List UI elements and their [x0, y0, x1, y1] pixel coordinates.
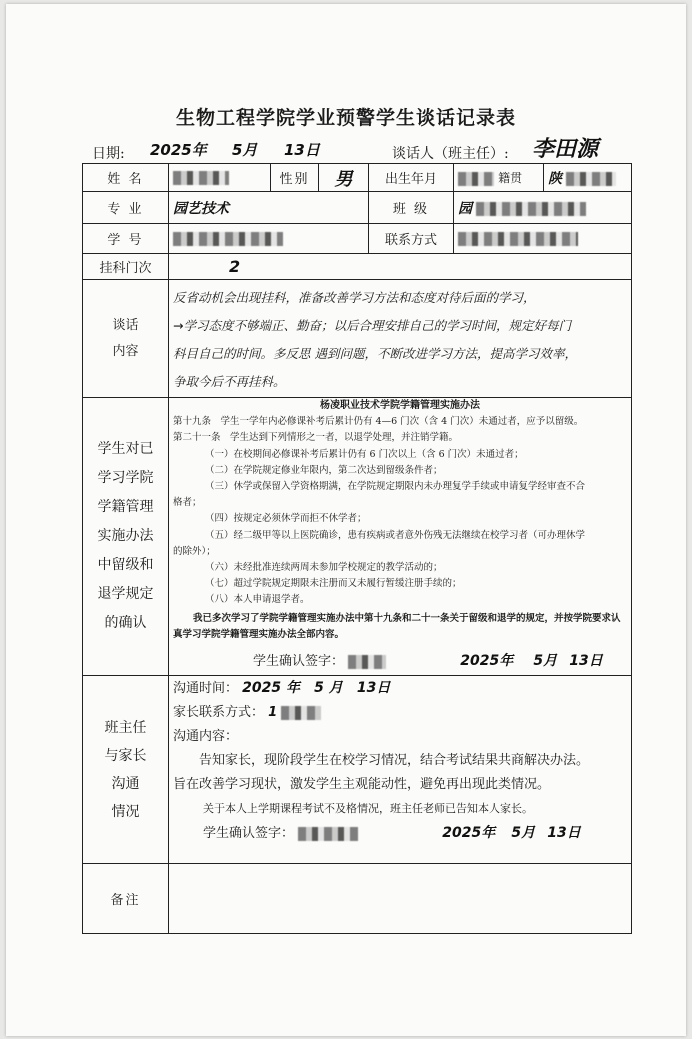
- class-value: 园: [458, 200, 472, 217]
- redacted-student-id: [173, 232, 283, 246]
- rule-item: （三）休学或保留入学资格期满，在学院规定期限内未办理复学手续或申请复学经审查不合: [205, 481, 586, 493]
- remarks-value: [169, 864, 632, 934]
- origin-value-cell: [544, 164, 632, 192]
- birth-value: [454, 164, 544, 192]
- comm-time-year: 2025 年: [242, 680, 300, 696]
- rule-article-21: 第二十一条 学生达到下列情形之一者，以退学处理，并注销学籍。: [173, 432, 459, 444]
- name-label: 姓 名: [83, 164, 169, 192]
- comm-sign-year: 2025年: [442, 825, 496, 841]
- rule-article-19: 第十九条 学生一学年内必修课补考后累计仍有 4—6 门次（含 4 门次）未通过者，应予以留级。: [173, 416, 584, 428]
- rules-label-line: 学习学院: [97, 470, 154, 486]
- rule-item: 的除外）；: [173, 545, 216, 557]
- comm-label-line: 沟通: [111, 775, 140, 792]
- comm-sign-label: 学生确认签字：: [203, 826, 295, 841]
- comm-label: [83, 676, 169, 864]
- comm-label-line: 班主任: [104, 719, 147, 736]
- talk-label-line: 谈话: [112, 317, 139, 333]
- gender-value: 男: [319, 164, 369, 192]
- contact-label: 联系方式: [369, 224, 454, 254]
- comm-content-label: 沟通内容：: [173, 729, 239, 744]
- comm-paragraph: 旨在改善学习现状，激发学生主观能动性，避免再出现此类情况。: [173, 777, 551, 792]
- rules-confirm-statement: 我已多次学习了学院学籍管理实施办法中第十九条和二十一条关于留级和退学的规定，并按学院要求认真学习学院学籍管理实施办法全部内容。: [173, 612, 621, 640]
- talk-content: [169, 280, 632, 398]
- comm-time-day: 13日: [356, 680, 391, 696]
- major-value: 园艺技术: [169, 192, 369, 224]
- record-form-table: [82, 163, 632, 934]
- comm-content: [169, 676, 632, 864]
- redacted-parent-contact: [281, 706, 321, 720]
- failed-courses-value: 2: [169, 254, 632, 280]
- rules-confirm-label: [83, 398, 169, 676]
- rules-content: [169, 398, 632, 676]
- talk-line: 反省动机会出现挂科，准备改善学习方法和态度对待后面的学习，: [173, 290, 536, 305]
- rules-sign-line: [173, 653, 627, 670]
- rules-label-line: 实施办法: [97, 528, 154, 544]
- date-year: 2025年: [150, 141, 207, 159]
- failed-courses-label: 挂科门次: [83, 254, 169, 280]
- rule-item: （六）未经批准连续两周未参加学校规定的教学活动的；: [205, 562, 443, 574]
- name-value: [169, 164, 271, 192]
- page-title: 生物工程学院学业预警学生谈话记录表: [175, 107, 516, 129]
- rules-sign-month: 5月: [533, 653, 558, 670]
- rules-label-line: 学籍管理: [97, 499, 154, 515]
- rule-item: （四）按规定必须休学而拒不休学者；: [205, 513, 367, 525]
- talk-line: 科目自己的时间。多反思 遇到问题，不断改进学习方法，提高学习效率，: [173, 346, 577, 361]
- rules-sign-day: 13日: [569, 653, 603, 670]
- comm-sign-day: 13日: [547, 825, 581, 841]
- comm-sign-line: [173, 821, 627, 846]
- rule-item: （七）超过学院规定期限未注册而又未履行暂缓注册手续的；: [205, 578, 462, 590]
- rules-label-line: 学生对已: [97, 441, 154, 457]
- comm-time-label: 沟通时间：: [173, 681, 239, 696]
- class-value-cell: [454, 192, 632, 224]
- contact-value: [454, 224, 632, 254]
- interviewer-name: 李田源: [532, 137, 599, 162]
- redacted-birth: [458, 172, 494, 186]
- origin-label: 籍贯: [498, 171, 523, 185]
- rules-label-line: 退学规定: [97, 586, 154, 602]
- origin-value: 陕: [548, 170, 562, 187]
- redacted-contact: [458, 232, 578, 246]
- talk-label-line: 内容: [112, 343, 139, 359]
- rules-heading: 杨凌职业技术学院学籍管理实施办法: [320, 400, 480, 411]
- rules-label-line: 中留级和: [97, 557, 154, 573]
- gender-label: 性别: [271, 164, 319, 192]
- rule-item: （五）经二级甲等以上医院确诊，患有疾病或者意外伤残无法继续在校学习者（可办理休学: [205, 529, 586, 541]
- redacted-origin: [566, 172, 616, 186]
- rule-item: （一）在校期间必修课补考后累计仍有 6 门次以上（含 6 门次）未通过者；: [205, 448, 524, 460]
- rule-item: （八）本人申请退学者。: [205, 594, 310, 606]
- rules-sign-label: 学生确认签字：: [253, 654, 345, 670]
- rule-item: （二）在学院规定修业年限内，第二次达到留级条件者；: [205, 464, 443, 476]
- comm-label-line: 与家长: [104, 747, 147, 764]
- student-id-label: 学 号: [83, 224, 169, 254]
- redacted-signature: [298, 827, 358, 841]
- interviewer-label: 谈话人（班主任）:: [392, 146, 509, 162]
- talk-content-label: [83, 280, 169, 398]
- birth-label: 出生年月: [369, 164, 454, 192]
- comm-paragraph: 告知家长，现阶段学生在校学习情况，结合考试结果共商解决办法。: [199, 753, 590, 768]
- parent-contact-line: [173, 701, 627, 725]
- comm-label-line: 情况: [111, 803, 140, 820]
- parent-contact-value: 1: [268, 705, 278, 720]
- comm-time-line: [173, 676, 627, 701]
- rules-label-line: 的确认: [104, 615, 147, 631]
- date-label: 日期:: [92, 146, 125, 162]
- comm-sign-month: 5月: [511, 825, 536, 841]
- comm-time-month: 5 月: [314, 680, 343, 696]
- redacted-signature: [348, 655, 386, 669]
- major-label: 专 业: [83, 192, 169, 224]
- rules-sign-year: 2025年: [460, 653, 514, 670]
- class-label: 班 级: [369, 192, 454, 224]
- redacted-name: [173, 171, 229, 185]
- comm-notice: 关于本人上学期课程考试不及格情况，班主任老师已告知本人家长。: [203, 802, 533, 815]
- rule-item: 格者；: [173, 497, 202, 509]
- student-id-value: [169, 224, 369, 254]
- talk-line: 争取今后不再挂科。: [173, 374, 286, 389]
- date-month: 5月: [232, 141, 258, 159]
- redacted-class: [476, 202, 586, 216]
- remarks-label: 备注: [83, 864, 169, 934]
- date-day: 13日: [284, 141, 320, 159]
- parent-contact-label: 家长联系方式：: [173, 705, 265, 720]
- talk-line: →学习态度不够端正、勤奋；以后合理安排自己的学习时间，规定好每门: [173, 318, 571, 333]
